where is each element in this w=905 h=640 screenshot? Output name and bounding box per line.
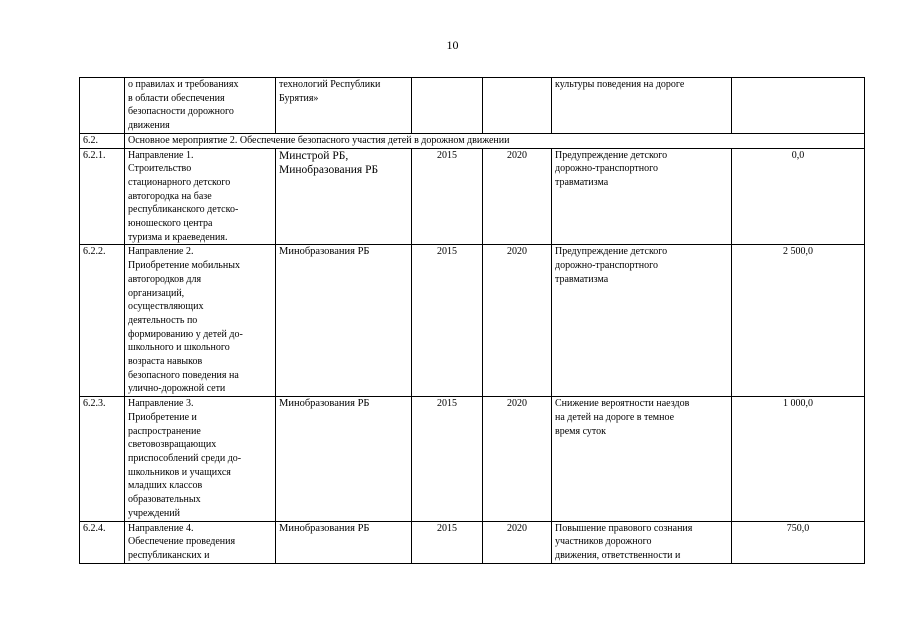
row-responsible: технологий Республики Бурятия» bbox=[276, 78, 412, 134]
row-number bbox=[80, 78, 125, 134]
row-start-year: 2015 bbox=[412, 148, 483, 245]
row-amount: 1 000,0 bbox=[732, 397, 865, 521]
row-responsible: Минстрой РБ, Минобразования РБ bbox=[276, 148, 412, 245]
table-row-continuation bbox=[80, 78, 865, 134]
row-name: Направление 2. Приобретение мобильных автогородков для организаций, осуществляющих деятельность по формированию у детей до- школьного и школьного возраста навыков безопасного поведения на улично-дорожной сети bbox=[125, 245, 276, 397]
row-name: Направление 3. Приобретение и распространение световозвращающих приспособлений среди до- школьников и учащихся младших классов образовательных учреждений bbox=[125, 397, 276, 521]
table-row bbox=[80, 397, 865, 521]
row-end-year: 2020 bbox=[483, 148, 552, 245]
row-result: Предупреждение детского дорожно-транспортного травматизма bbox=[552, 148, 732, 245]
row-responsible: Минобразования РБ bbox=[276, 245, 412, 397]
row-number: 6.2.3. bbox=[80, 397, 125, 521]
row-start-year: 2015 bbox=[412, 397, 483, 521]
row-number: 6.2.1. bbox=[80, 148, 125, 245]
row-start-year: 2015 bbox=[412, 521, 483, 563]
row-responsible: Минобразования РБ bbox=[276, 397, 412, 521]
page-number: 10 bbox=[446, 38, 459, 52]
table-row-section bbox=[80, 133, 865, 148]
row-amount: 0,0 bbox=[732, 148, 865, 245]
row-amount bbox=[732, 78, 865, 134]
row-name: Направление 1. Строительство стационарного детского автогородка на базе республиканского детско- юношеского центра туризма и краеведения. bbox=[125, 148, 276, 245]
row-number: 6.2.2. bbox=[80, 245, 125, 397]
row-number: 6.2.4. bbox=[80, 521, 125, 563]
table-row bbox=[80, 148, 865, 245]
row-amount: 750,0 bbox=[732, 521, 865, 563]
row-start-year: 2015 bbox=[412, 245, 483, 397]
row-end-year bbox=[483, 78, 552, 134]
row-result: Повышение правового сознания участников дорожного движения, ответственности и bbox=[552, 521, 732, 563]
row-end-year: 2020 bbox=[483, 397, 552, 521]
section-title: Основное мероприятие 2. Обеспечение безопасного участия детей в дорожном движении bbox=[125, 133, 865, 148]
table-row bbox=[80, 245, 865, 397]
row-name: о правилах и требованиях в области обеспечения безопасности дорожного движения bbox=[125, 78, 276, 134]
section-number: 6.2. bbox=[80, 133, 125, 148]
row-name: Направление 4. Обеспечение проведения республиканских и bbox=[125, 521, 276, 563]
row-responsible: Минобразования РБ bbox=[276, 521, 412, 563]
program-table bbox=[79, 77, 865, 564]
row-end-year: 2020 bbox=[483, 245, 552, 397]
row-result: Снижение вероятности наездов на детей на дороге в темное время суток bbox=[552, 397, 732, 521]
table-row bbox=[80, 521, 865, 563]
row-amount: 2 500,0 bbox=[732, 245, 865, 397]
row-end-year: 2020 bbox=[483, 521, 552, 563]
row-result: культуры поведения на дороге bbox=[552, 78, 732, 134]
row-start-year bbox=[412, 78, 483, 134]
row-result: Предупреждение детского дорожно-транспортного травматизма bbox=[552, 245, 732, 397]
